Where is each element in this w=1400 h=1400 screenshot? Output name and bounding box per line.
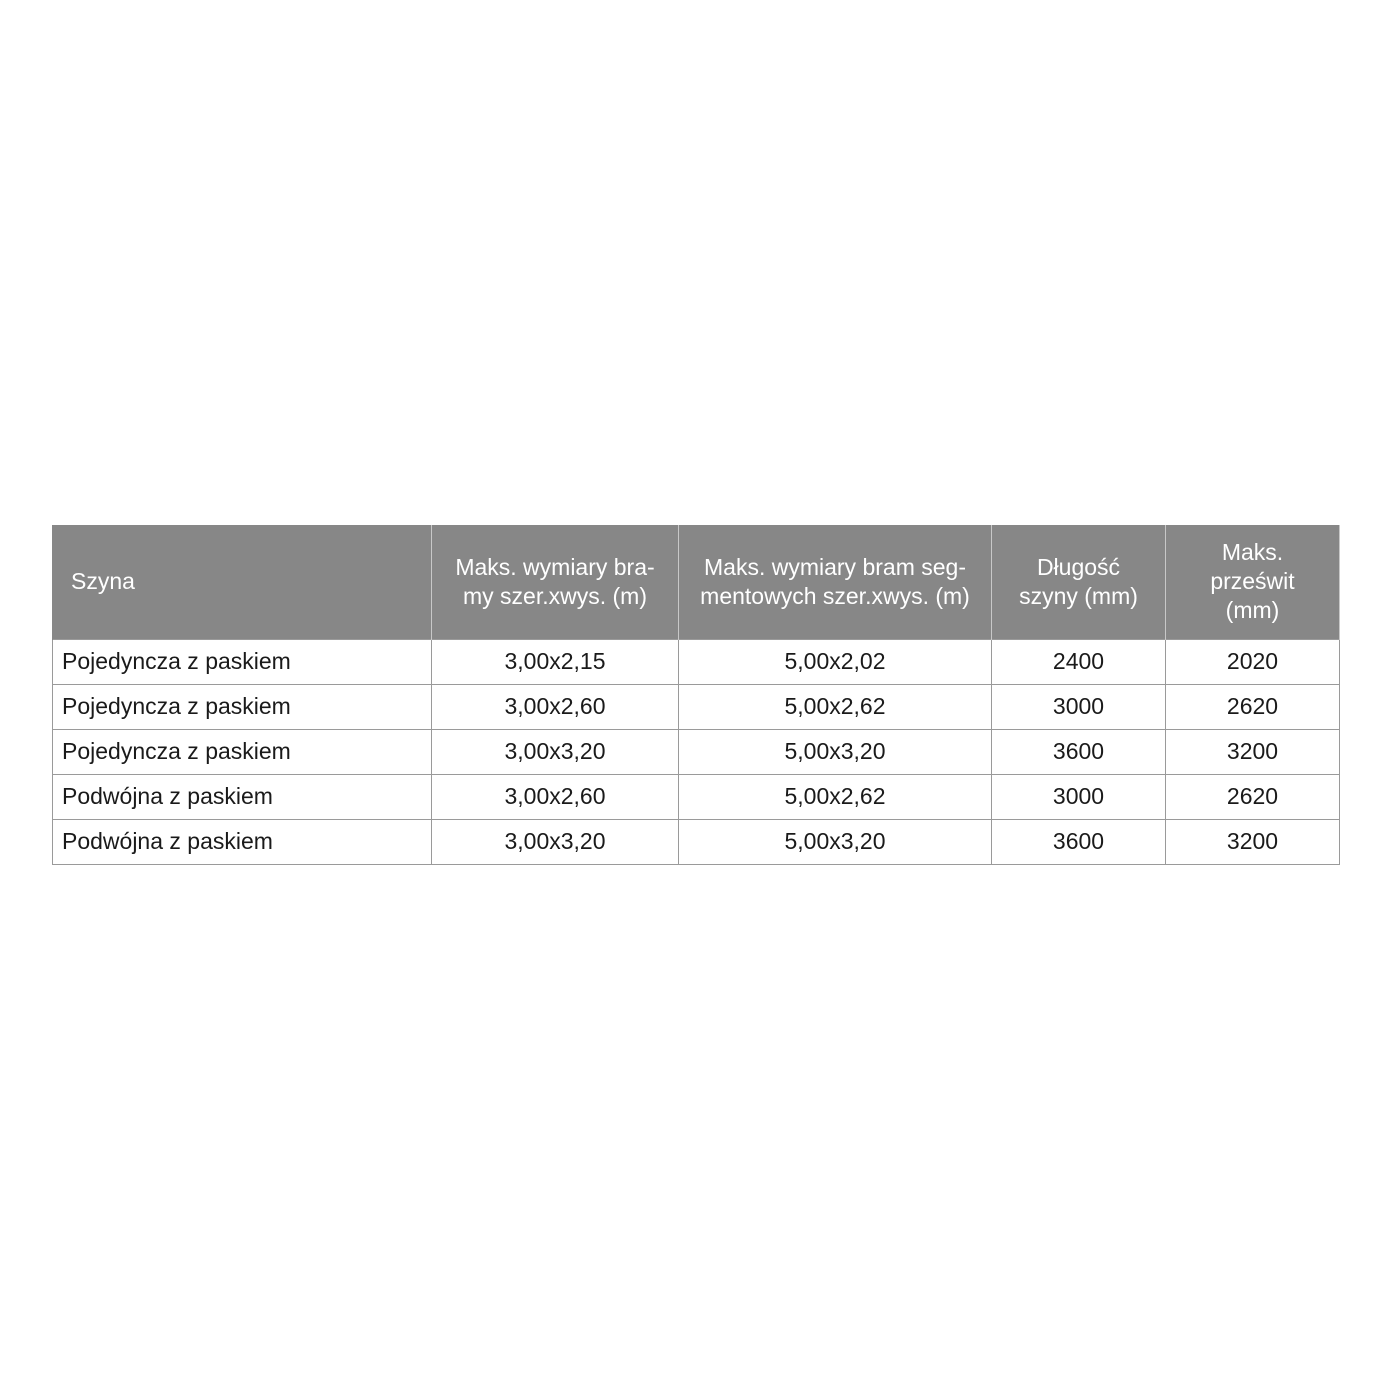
header-line: Maks. wymiary bra- [455, 553, 655, 580]
cell-rail-type: Podwójna z paskiem [53, 819, 432, 864]
cell-rail-length: 3000 [992, 774, 1166, 819]
header-row [53, 525, 1340, 639]
header-line: Maks. wymiary bram seg- [704, 553, 966, 580]
cell-segment-gate-dimensions: 5,00x2,62 [679, 684, 992, 729]
cell-rail-length: 3600 [992, 729, 1166, 774]
table-row [53, 639, 1340, 684]
table-header [53, 525, 1340, 639]
table-row [53, 729, 1340, 774]
cell-segment-gate-dimensions: 5,00x2,02 [679, 639, 992, 684]
cell-segment-gate-dimensions: 5,00x2,62 [679, 774, 992, 819]
header-line: Długość [1036, 553, 1121, 580]
cell-rail-type: Pojedyncza z paskiem [53, 729, 432, 774]
cell-clearance: 2020 [1166, 639, 1340, 684]
table-row [53, 819, 1340, 864]
cell-clearance: 3200 [1166, 819, 1340, 864]
header-line: mentowych szer.xwys. (m) [700, 582, 970, 609]
cell-clearance: 3200 [1166, 729, 1340, 774]
cell-rail-type: Pojedyncza z paskiem [53, 639, 432, 684]
header-line: szyny (mm) [1019, 582, 1138, 609]
header-max-segment-gate-dimensions [679, 525, 992, 639]
cell-gate-dimensions: 3,00x3,20 [432, 819, 679, 864]
cell-gate-dimensions: 3,00x2,60 [432, 774, 679, 819]
cell-gate-dimensions: 3,00x2,60 [432, 684, 679, 729]
header-line: prześwit [1210, 568, 1295, 595]
header-max-clearance [1166, 525, 1340, 639]
cell-clearance: 2620 [1166, 774, 1340, 819]
cell-rail-length: 2400 [992, 639, 1166, 684]
header-max-gate-dimensions [432, 525, 679, 639]
cell-rail-type: Podwójna z paskiem [53, 774, 432, 819]
table-row [53, 684, 1340, 729]
header-line: (mm) [1225, 597, 1280, 624]
cell-gate-dimensions: 3,00x2,15 [432, 639, 679, 684]
header-rail-length [992, 525, 1166, 639]
table-row [53, 774, 1340, 819]
header-szyna [53, 525, 432, 639]
spec-table [52, 525, 1340, 865]
header-line: my szer.xwys. (m) [463, 582, 647, 609]
header-line: Szyna [71, 568, 135, 595]
cell-gate-dimensions: 3,00x3,20 [432, 729, 679, 774]
cell-segment-gate-dimensions: 5,00x3,20 [679, 819, 992, 864]
header-line: Maks. [1221, 539, 1284, 566]
cell-rail-length: 3000 [992, 684, 1166, 729]
cell-rail-length: 3600 [992, 819, 1166, 864]
cell-clearance: 2620 [1166, 684, 1340, 729]
table-body [53, 639, 1340, 864]
cell-rail-type: Pojedyncza z paskiem [53, 684, 432, 729]
cell-segment-gate-dimensions: 5,00x3,20 [679, 729, 992, 774]
